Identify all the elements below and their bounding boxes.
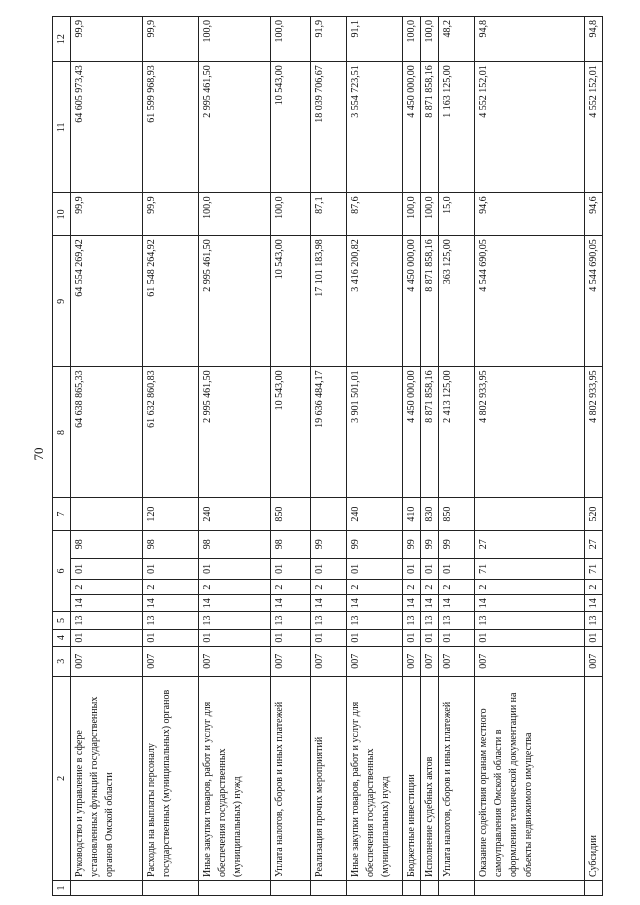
table-cell: 007 bbox=[585, 646, 603, 676]
table-row bbox=[71, 17, 143, 896]
table-cell: 13 bbox=[439, 612, 475, 629]
table-row bbox=[421, 17, 439, 896]
table-cell: 10 543,00 bbox=[271, 236, 311, 367]
table-cell: 830 bbox=[421, 498, 439, 530]
table-cell: 61 548 264,92 bbox=[143, 236, 199, 367]
table-cell: 14 bbox=[199, 595, 271, 612]
table-cell: 01 bbox=[403, 629, 421, 646]
table-cell: 01 bbox=[311, 629, 347, 646]
table-cell: 2 995 461,50 bbox=[199, 236, 271, 367]
header-cell: 8 bbox=[53, 367, 71, 498]
header-cell: 12 bbox=[53, 17, 71, 62]
table-cell: 2 bbox=[271, 580, 311, 595]
header-cell: 4 bbox=[53, 629, 71, 646]
table-cell: 99 bbox=[347, 530, 403, 558]
table-cell: 3 901 501,01 bbox=[347, 367, 403, 498]
table-cell: 100,0 bbox=[199, 193, 271, 236]
table-cell: 94,6 bbox=[585, 193, 603, 236]
table-cell: 2 bbox=[347, 580, 403, 595]
table-cell: 4 544 690,05 bbox=[475, 236, 585, 367]
header-cell: 11 bbox=[53, 62, 71, 193]
table-cell: 98 bbox=[271, 530, 311, 558]
table-cell: 10 543,00 bbox=[271, 367, 311, 498]
table-cell: 71 bbox=[585, 558, 603, 579]
table-cell: 14 bbox=[311, 595, 347, 612]
row-name-cell: Руководство и управление в сфере установленных функций государственных органов Омской области bbox=[71, 676, 143, 880]
header-cell: 3 bbox=[53, 646, 71, 676]
table-cell: 14 bbox=[71, 595, 143, 612]
table-cell: 64 554 269,42 bbox=[71, 236, 143, 367]
header-cell: 1 bbox=[53, 880, 71, 895]
table-cell: 520 bbox=[585, 498, 603, 530]
table-cell: 4 802 933,95 bbox=[475, 367, 585, 498]
table-cell: 007 bbox=[421, 646, 439, 676]
table-cell: 14 bbox=[421, 595, 439, 612]
table-cell: 99,9 bbox=[143, 193, 199, 236]
table-cell: 17 101 183,98 bbox=[311, 236, 347, 367]
table-cell: 2 bbox=[143, 580, 199, 595]
table-cell: 99,9 bbox=[71, 17, 143, 62]
table-cell: 100,0 bbox=[403, 17, 421, 62]
table-cell: 27 bbox=[475, 530, 585, 558]
table-cell: 61 599 968,93 bbox=[143, 62, 199, 193]
page-number: 70 bbox=[31, 447, 46, 461]
budget-table bbox=[52, 16, 603, 896]
table-cell bbox=[421, 880, 439, 895]
table-cell: 007 bbox=[143, 646, 199, 676]
table-row bbox=[271, 17, 311, 896]
table-cell: 363 125,00 bbox=[439, 236, 475, 367]
table-cell: 14 bbox=[143, 595, 199, 612]
table-row bbox=[143, 17, 199, 896]
table-cell: 4 802 933,95 bbox=[585, 367, 603, 498]
row-name-cell: Оказание содействия органам местного самоуправления Омской области в оформлении технической документации на объекты недвижимого имущества bbox=[475, 676, 585, 880]
table-cell: 4 552 152,01 bbox=[475, 62, 585, 193]
table-cell: 94,8 bbox=[475, 17, 585, 62]
table-cell: 100,0 bbox=[403, 193, 421, 236]
table-cell: 61 632 860,83 bbox=[143, 367, 199, 498]
table-cell: 850 bbox=[271, 498, 311, 530]
table-cell: 1 163 125,00 bbox=[439, 62, 475, 193]
table-cell: 94,8 bbox=[585, 17, 603, 62]
table-row bbox=[311, 17, 347, 896]
table-cell: 01 bbox=[439, 558, 475, 579]
table-cell: 01 bbox=[71, 629, 143, 646]
table-cell: 4 544 690,05 bbox=[585, 236, 603, 367]
table-cell: 3 416 200,82 bbox=[347, 236, 403, 367]
table-cell: 13 bbox=[403, 612, 421, 629]
table-cell: 99 bbox=[403, 530, 421, 558]
table-cell: 27 bbox=[585, 530, 603, 558]
table-cell: 120 bbox=[143, 498, 199, 530]
report-table-wrapper bbox=[52, 16, 599, 896]
table-cell: 13 bbox=[421, 612, 439, 629]
table-row bbox=[475, 17, 585, 896]
table-cell: 2 bbox=[439, 580, 475, 595]
table-cell: 007 bbox=[271, 646, 311, 676]
header-cell: 6 bbox=[53, 530, 71, 612]
table-cell: 007 bbox=[71, 646, 143, 676]
table-cell: 2 bbox=[311, 580, 347, 595]
table-cell: 4 552 152,01 bbox=[585, 62, 603, 193]
table-cell: 14 bbox=[585, 595, 603, 612]
table-cell: 99 bbox=[311, 530, 347, 558]
table-cell: 2 995 461,50 bbox=[199, 367, 271, 498]
table-cell: 18 039 706,67 bbox=[311, 62, 347, 193]
table-cell: 14 bbox=[271, 595, 311, 612]
table-cell: 94,6 bbox=[475, 193, 585, 236]
table-row bbox=[347, 17, 403, 896]
row-name-cell: Расходы на выплаты персоналу государственных (муниципальных) органов bbox=[143, 676, 199, 880]
table-cell: 01 bbox=[439, 629, 475, 646]
table-cell: 4 450 000,00 bbox=[403, 236, 421, 367]
table-cell: 4 450 000,00 bbox=[403, 367, 421, 498]
header-cell: 7 bbox=[53, 498, 71, 530]
table-cell bbox=[271, 880, 311, 895]
row-name-cell: Иные закупки товаров, работ и услуг для обеспечения государственных (муниципальных) нужд bbox=[347, 676, 403, 880]
table-cell: 007 bbox=[311, 646, 347, 676]
table-cell: 01 bbox=[311, 558, 347, 579]
table-cell: 91,9 bbox=[311, 17, 347, 62]
table-cell: 007 bbox=[199, 646, 271, 676]
table-cell: 240 bbox=[347, 498, 403, 530]
table-cell: 2 413 125,00 bbox=[439, 367, 475, 498]
table-cell: 100,0 bbox=[271, 17, 311, 62]
table-cell: 14 bbox=[475, 595, 585, 612]
table-cell: 13 bbox=[585, 612, 603, 629]
table-cell: 10 543,00 bbox=[271, 62, 311, 193]
table-cell: 01 bbox=[143, 558, 199, 579]
table-cell: 01 bbox=[71, 558, 143, 579]
table-cell bbox=[311, 498, 347, 530]
table-cell: 13 bbox=[271, 612, 311, 629]
table-cell: 4 450 000,00 bbox=[403, 62, 421, 193]
table-cell: 01 bbox=[143, 629, 199, 646]
table-cell: 98 bbox=[71, 530, 143, 558]
table-cell: 13 bbox=[71, 612, 143, 629]
row-name-cell: Уплата налогов, сборов и иных платежей bbox=[439, 676, 475, 880]
table-cell bbox=[311, 880, 347, 895]
table-cell: 8 871 858,16 bbox=[421, 62, 439, 193]
table-cell: 13 bbox=[311, 612, 347, 629]
table-cell bbox=[585, 880, 603, 895]
table-cell: 13 bbox=[199, 612, 271, 629]
table-cell bbox=[403, 880, 421, 895]
table-cell: 8 871 858,16 bbox=[421, 236, 439, 367]
table-cell bbox=[347, 880, 403, 895]
table-cell: 2 bbox=[585, 580, 603, 595]
table-cell: 3 554 723,51 bbox=[347, 62, 403, 193]
table-cell: 007 bbox=[439, 646, 475, 676]
table-cell: 64 638 865,33 bbox=[71, 367, 143, 498]
table-cell: 19 636 484,17 bbox=[311, 367, 347, 498]
table-cell bbox=[143, 880, 199, 895]
table-cell: 14 bbox=[403, 595, 421, 612]
table-cell: 2 995 461,50 bbox=[199, 62, 271, 193]
table-cell: 007 bbox=[347, 646, 403, 676]
table-cell: 850 bbox=[439, 498, 475, 530]
table-cell: 13 bbox=[347, 612, 403, 629]
table-cell bbox=[475, 880, 585, 895]
table-cell bbox=[71, 880, 143, 895]
table-cell: 98 bbox=[199, 530, 271, 558]
header-cell: 9 bbox=[53, 236, 71, 367]
table-cell: 2 bbox=[403, 580, 421, 595]
table-cell: 01 bbox=[585, 629, 603, 646]
table-cell: 71 bbox=[475, 558, 585, 579]
row-name-cell: Реализация прочих мероприятий bbox=[311, 676, 347, 880]
table-cell: 410 bbox=[403, 498, 421, 530]
table-row bbox=[585, 17, 603, 896]
table-row bbox=[439, 17, 475, 896]
table-cell: 14 bbox=[347, 595, 403, 612]
table-cell: 100,0 bbox=[199, 17, 271, 62]
table-cell: 007 bbox=[403, 646, 421, 676]
table-cell: 01 bbox=[347, 558, 403, 579]
table-cell: 01 bbox=[347, 629, 403, 646]
table-cell: 01 bbox=[475, 629, 585, 646]
table-cell: 15,0 bbox=[439, 193, 475, 236]
table-cell: 13 bbox=[475, 612, 585, 629]
table-cell: 2 bbox=[199, 580, 271, 595]
table-cell: 8 871 858,16 bbox=[421, 367, 439, 498]
row-name-cell: Субсидии bbox=[585, 676, 603, 880]
row-name-cell: Бюджетные инвестиции bbox=[403, 676, 421, 880]
header-cell: 10 bbox=[53, 193, 71, 236]
table-cell: 01 bbox=[271, 558, 311, 579]
header-cell: 5 bbox=[53, 612, 71, 629]
row-name-cell: Исполнение судебных актов bbox=[421, 676, 439, 880]
table-row bbox=[403, 17, 421, 896]
table-cell: 100,0 bbox=[421, 193, 439, 236]
row-name-cell: Уплата налогов, сборов и иных платежей bbox=[271, 676, 311, 880]
table-cell: 87,1 bbox=[311, 193, 347, 236]
table-row bbox=[199, 17, 271, 896]
row-name-cell: Иные закупки товаров, работ и услуг для обеспечения государственных (муниципальных) нужд bbox=[199, 676, 271, 880]
table-cell bbox=[439, 880, 475, 895]
table-cell: 01 bbox=[271, 629, 311, 646]
table-cell: 2 bbox=[421, 580, 439, 595]
table-cell: 98 bbox=[143, 530, 199, 558]
table-cell: 01 bbox=[199, 558, 271, 579]
table-cell: 48,2 bbox=[439, 17, 475, 62]
table-cell bbox=[71, 498, 143, 530]
table-cell: 100,0 bbox=[271, 193, 311, 236]
table-cell: 01 bbox=[421, 558, 439, 579]
table-cell bbox=[199, 880, 271, 895]
table-cell: 99 bbox=[439, 530, 475, 558]
header-row bbox=[53, 17, 71, 896]
table-cell: 64 605 973,43 bbox=[71, 62, 143, 193]
table-cell bbox=[475, 498, 585, 530]
table-cell: 01 bbox=[403, 558, 421, 579]
table-cell: 99,9 bbox=[71, 193, 143, 236]
table-cell: 99,9 bbox=[143, 17, 199, 62]
table-cell: 14 bbox=[439, 595, 475, 612]
table-cell: 007 bbox=[475, 646, 585, 676]
table-cell: 240 bbox=[199, 498, 271, 530]
table-cell: 2 bbox=[71, 580, 143, 595]
table-cell: 91,1 bbox=[347, 17, 403, 62]
table-cell: 2 bbox=[475, 580, 585, 595]
table-cell: 87,6 bbox=[347, 193, 403, 236]
table-cell: 01 bbox=[421, 629, 439, 646]
table-cell: 99 bbox=[421, 530, 439, 558]
table-cell: 01 bbox=[199, 629, 271, 646]
table-cell: 13 bbox=[143, 612, 199, 629]
table-cell: 100,0 bbox=[421, 17, 439, 62]
header-cell: 2 bbox=[53, 676, 71, 880]
